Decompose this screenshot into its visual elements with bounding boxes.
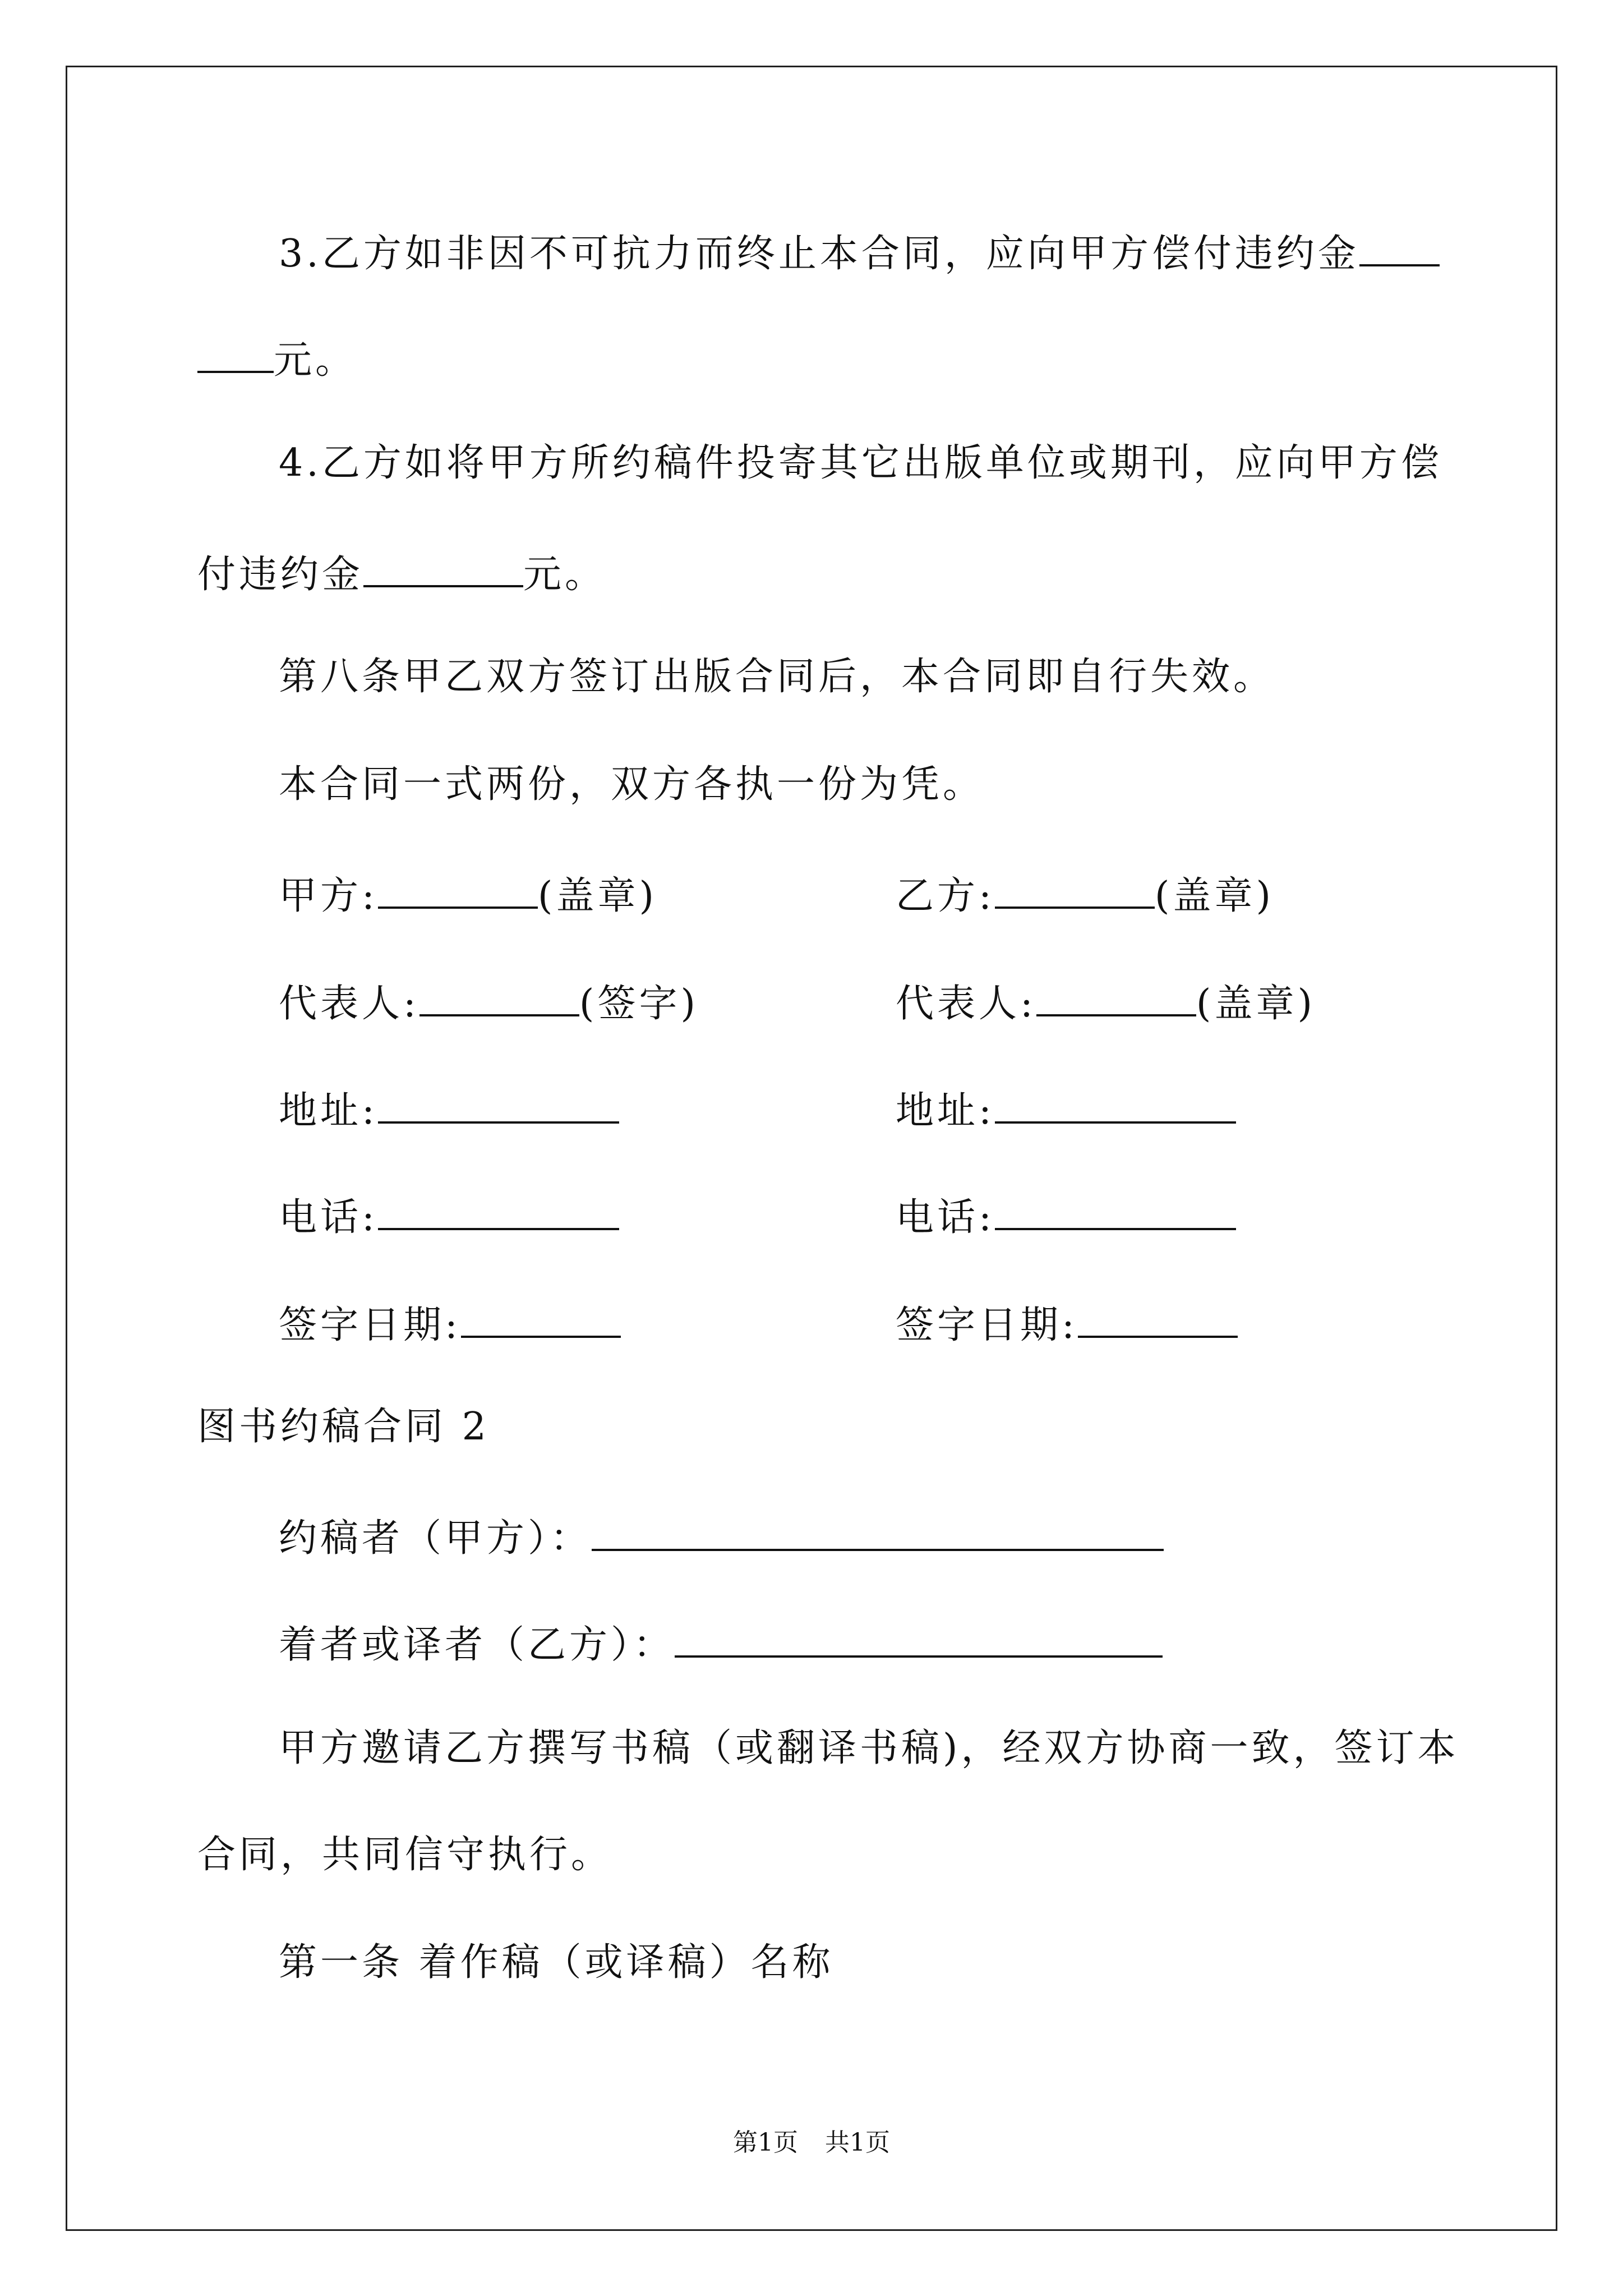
party-b-date-label: 签字日期:: [896, 1303, 1078, 1348]
party-a-date-row: [279, 1301, 621, 1348]
party-a-date-label: 签字日期:: [279, 1303, 461, 1348]
intro-line-1: 甲方邀请乙方撰写书稿（或翻译书稿)，经双方协商一致，签订本: [279, 1726, 1459, 1770]
page-total: 共1页: [825, 2128, 890, 2157]
penalty-blank-1[interactable]: [1359, 230, 1440, 266]
party-b-address-row: [896, 1087, 1236, 1134]
party-b-date-blank[interactable]: [1078, 1301, 1238, 1338]
penalty-blank-2[interactable]: [363, 551, 523, 587]
copies-clause: 本合同一式两份，双方各执一份为凭。: [279, 762, 985, 807]
clause-4-line-2: [197, 551, 607, 597]
party-b-rep-note: (盖章): [1196, 982, 1316, 1027]
page-footer: [0, 2128, 1623, 2157]
party-a-rep-note: (签字): [579, 982, 699, 1027]
party-a-phone-blank[interactable]: [378, 1194, 619, 1230]
page-border: [66, 66, 1557, 2231]
page-number: 第1页: [733, 2128, 798, 2157]
clause-4-prefix: 付违约金: [197, 553, 364, 597]
party-a-phone-label: 电话:: [279, 1195, 378, 1240]
party-b-rep-label: 代表人:: [896, 982, 1036, 1027]
clause-4-suffix: 元。: [523, 553, 607, 597]
party-b-label: 乙方:: [896, 874, 995, 919]
party-a-rep-label: 代表人:: [279, 982, 419, 1027]
party-b-phone-label: 电话:: [896, 1195, 995, 1240]
commissioner-label: 约稿者（甲方）：: [279, 1516, 592, 1561]
party-b-address-label: 地址:: [896, 1089, 995, 1134]
author-blank[interactable]: [675, 1621, 1163, 1658]
party-b-phone-row: [896, 1194, 1236, 1240]
party-a-blank[interactable]: [378, 872, 538, 909]
party-a-date-blank[interactable]: [461, 1301, 621, 1338]
article-1-heading: 第一条 着作稿（或译稿）名称: [279, 1940, 834, 1985]
penalty-blank-1-cont[interactable]: [197, 337, 274, 373]
party-a-seal-note: (盖章): [537, 874, 657, 919]
clause-3-suffix: 元。: [274, 338, 357, 383]
party-b-blank[interactable]: [995, 872, 1155, 909]
commissioner-blank[interactable]: [592, 1515, 1164, 1551]
party-b-date-row: [896, 1301, 1238, 1348]
party-b-seal-note: (盖章): [1154, 874, 1274, 919]
party-a-phone-row: [279, 1194, 619, 1240]
party-b-rep-blank[interactable]: [1036, 980, 1196, 1016]
author-label: 着者或译者（乙方）：: [279, 1623, 675, 1668]
party-a-address-blank[interactable]: [378, 1087, 619, 1124]
clause-4-text: 4.乙方如将甲方所约稿件投寄其它出版单位或期刊，应向甲方偿: [279, 441, 1442, 485]
party-b-address-blank[interactable]: [995, 1087, 1236, 1124]
party-a-rep-row: [279, 980, 699, 1027]
party-a-row: [279, 872, 657, 919]
party-a-rep-blank[interactable]: [419, 980, 579, 1016]
clause-4-line-1: [279, 441, 1442, 485]
party-a-address-label: 地址:: [279, 1089, 378, 1134]
party-a-label: 甲方:: [279, 874, 378, 919]
author-row: [279, 1621, 1163, 1668]
party-b-row: [896, 872, 1274, 919]
article-8: 第八条甲乙双方签订出版合同后，本合同即自行失效。: [279, 655, 1275, 699]
contract-2-title: 图书约稿合同 2: [197, 1405, 490, 1449]
party-a-address-row: [279, 1087, 619, 1134]
commissioner-row: [279, 1515, 1164, 1561]
party-b-phone-blank[interactable]: [995, 1194, 1236, 1230]
clause-3-line-1: [279, 230, 1440, 277]
clause-3-text: 3.乙方如非因不可抗力而终止本合同，应向甲方偿付违约金: [279, 232, 1359, 277]
clause-3-line-2: [197, 337, 357, 383]
intro-line-2: 合同，共同信守执行。: [197, 1833, 613, 1877]
party-b-rep-row: [896, 980, 1316, 1027]
